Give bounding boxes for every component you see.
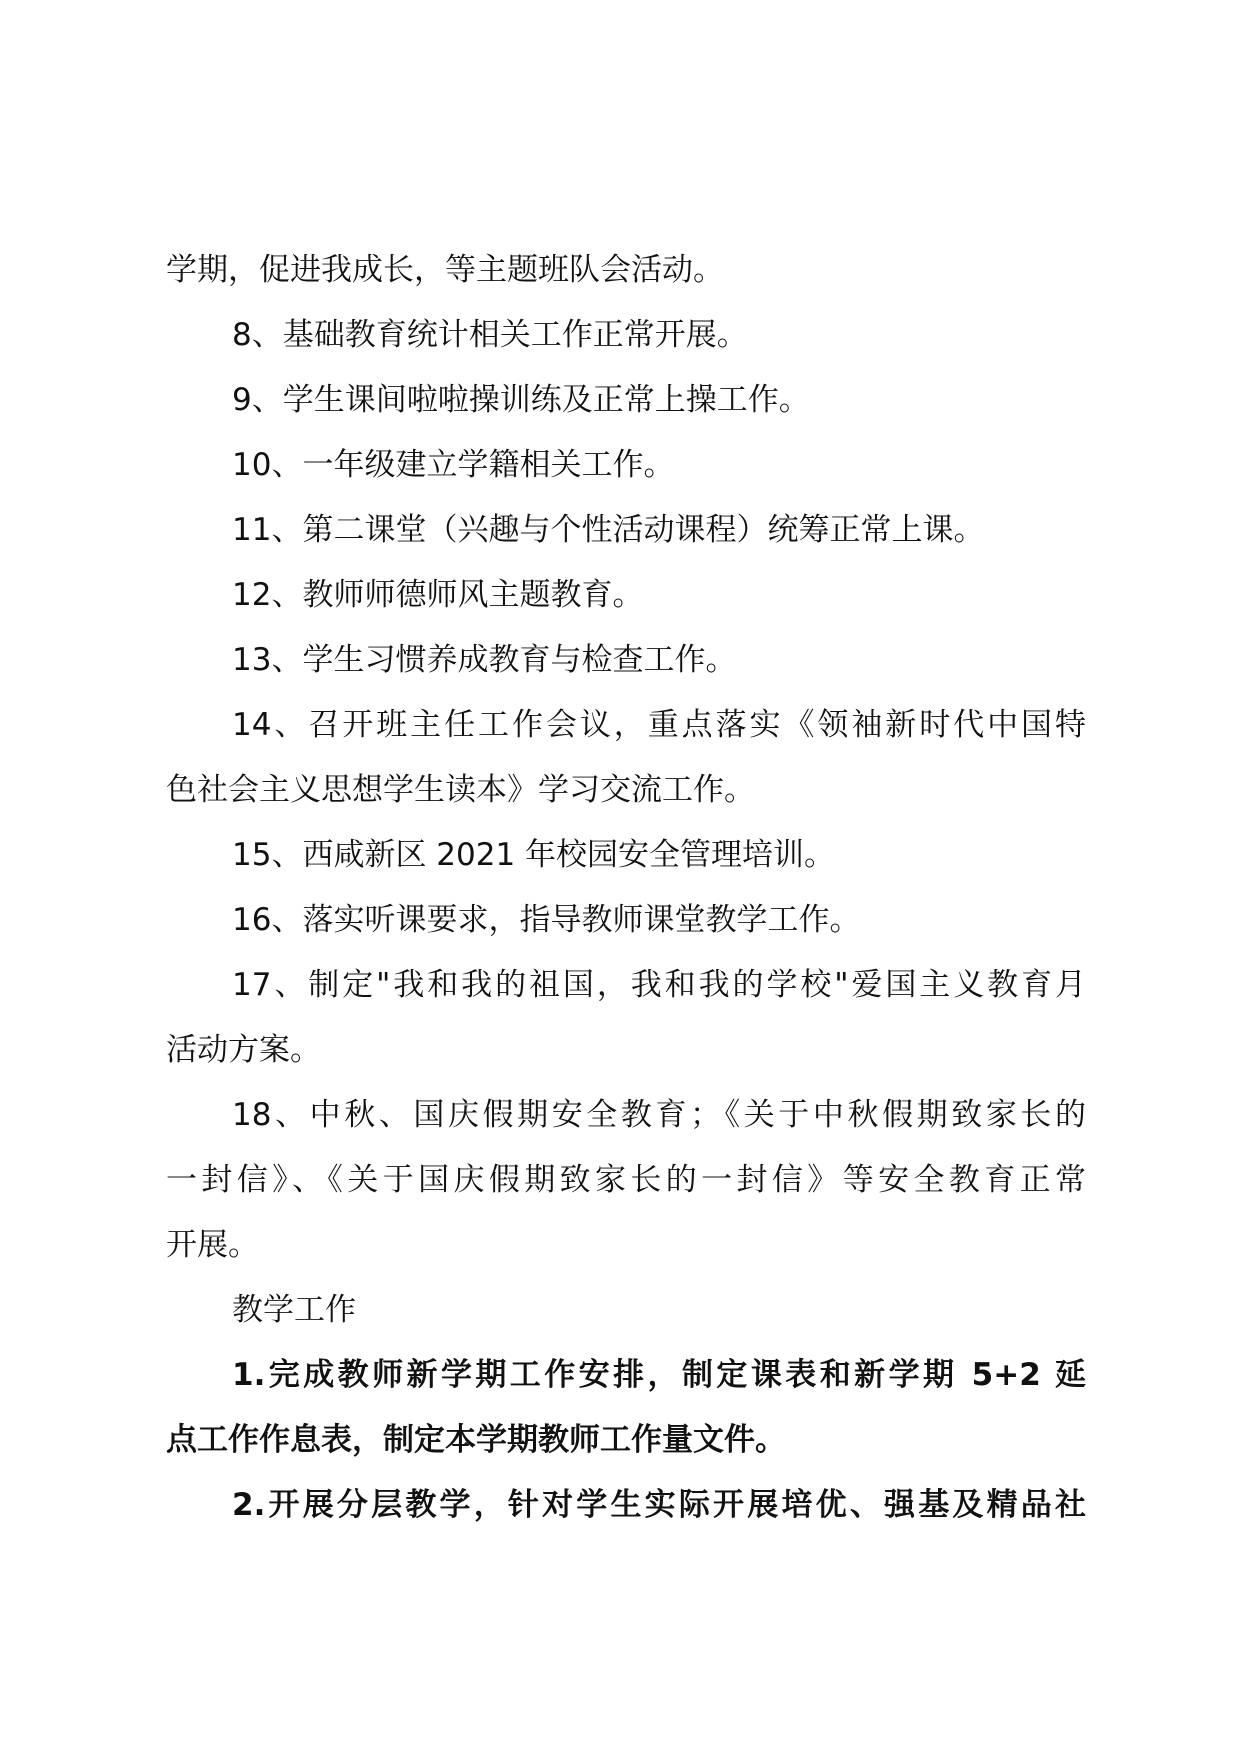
list-item-15: 15、西咸新区 2021 年校园安全管理培训。: [232, 837, 836, 873]
list-item-11: 11、第二课堂（兴趣与个性活动课程）统筹正常上课。: [232, 512, 985, 548]
list-item-18-continued: 一封信》、《关于国庆假期致家长的一封信》等安全教育正常: [166, 1162, 1086, 1198]
section-heading: 教学工作: [232, 1292, 356, 1328]
teaching-item-1-continued: 点工作作息表，制定本学期教师工作量文件。: [166, 1422, 786, 1458]
list-item-12: 12、教师师德师风主题教育。: [232, 577, 644, 613]
list-item-14: 14、召开班主任工作会议，重点落实《领袖新时代中国特: [232, 707, 1086, 743]
list-item-17-continued: 活动方案。: [166, 1032, 321, 1068]
paragraph-line: 学期，促进我成长，等主题班队会活动。: [166, 252, 724, 288]
document-page: [166, 238, 1086, 1538]
teaching-item-1: 1.完成教师新学期工作安排，制定课表和新学期 5+2 延: [232, 1357, 1086, 1393]
list-item-8: 8、基础教育统计相关工作正常开展。: [232, 317, 748, 353]
list-item-17: 17、制定"我和我的祖国，我和我的学校"爱国主义教育月: [232, 967, 1086, 1003]
list-item-18: 18、中秋、国庆假期安全教育；《关于中秋假期致家长的: [232, 1097, 1086, 1133]
list-item-14-continued: 色社会主义思想学生读本》学习交流工作。: [166, 772, 755, 808]
list-item-10: 10、一年级建立学籍相关工作。: [232, 447, 675, 483]
list-item-16: 16、落实听课要求，指导教师课堂教学工作。: [232, 902, 861, 938]
list-item-13: 13、学生习惯养成教育与检查工作。: [232, 642, 737, 678]
teaching-item-2: 2.开展分层教学，针对学生实际开展培优、强基及精品社: [232, 1487, 1086, 1523]
list-item-18-end: 开展。: [166, 1227, 259, 1263]
list-item-9: 9、学生课间啦啦操训练及正常上操工作。: [232, 382, 810, 418]
